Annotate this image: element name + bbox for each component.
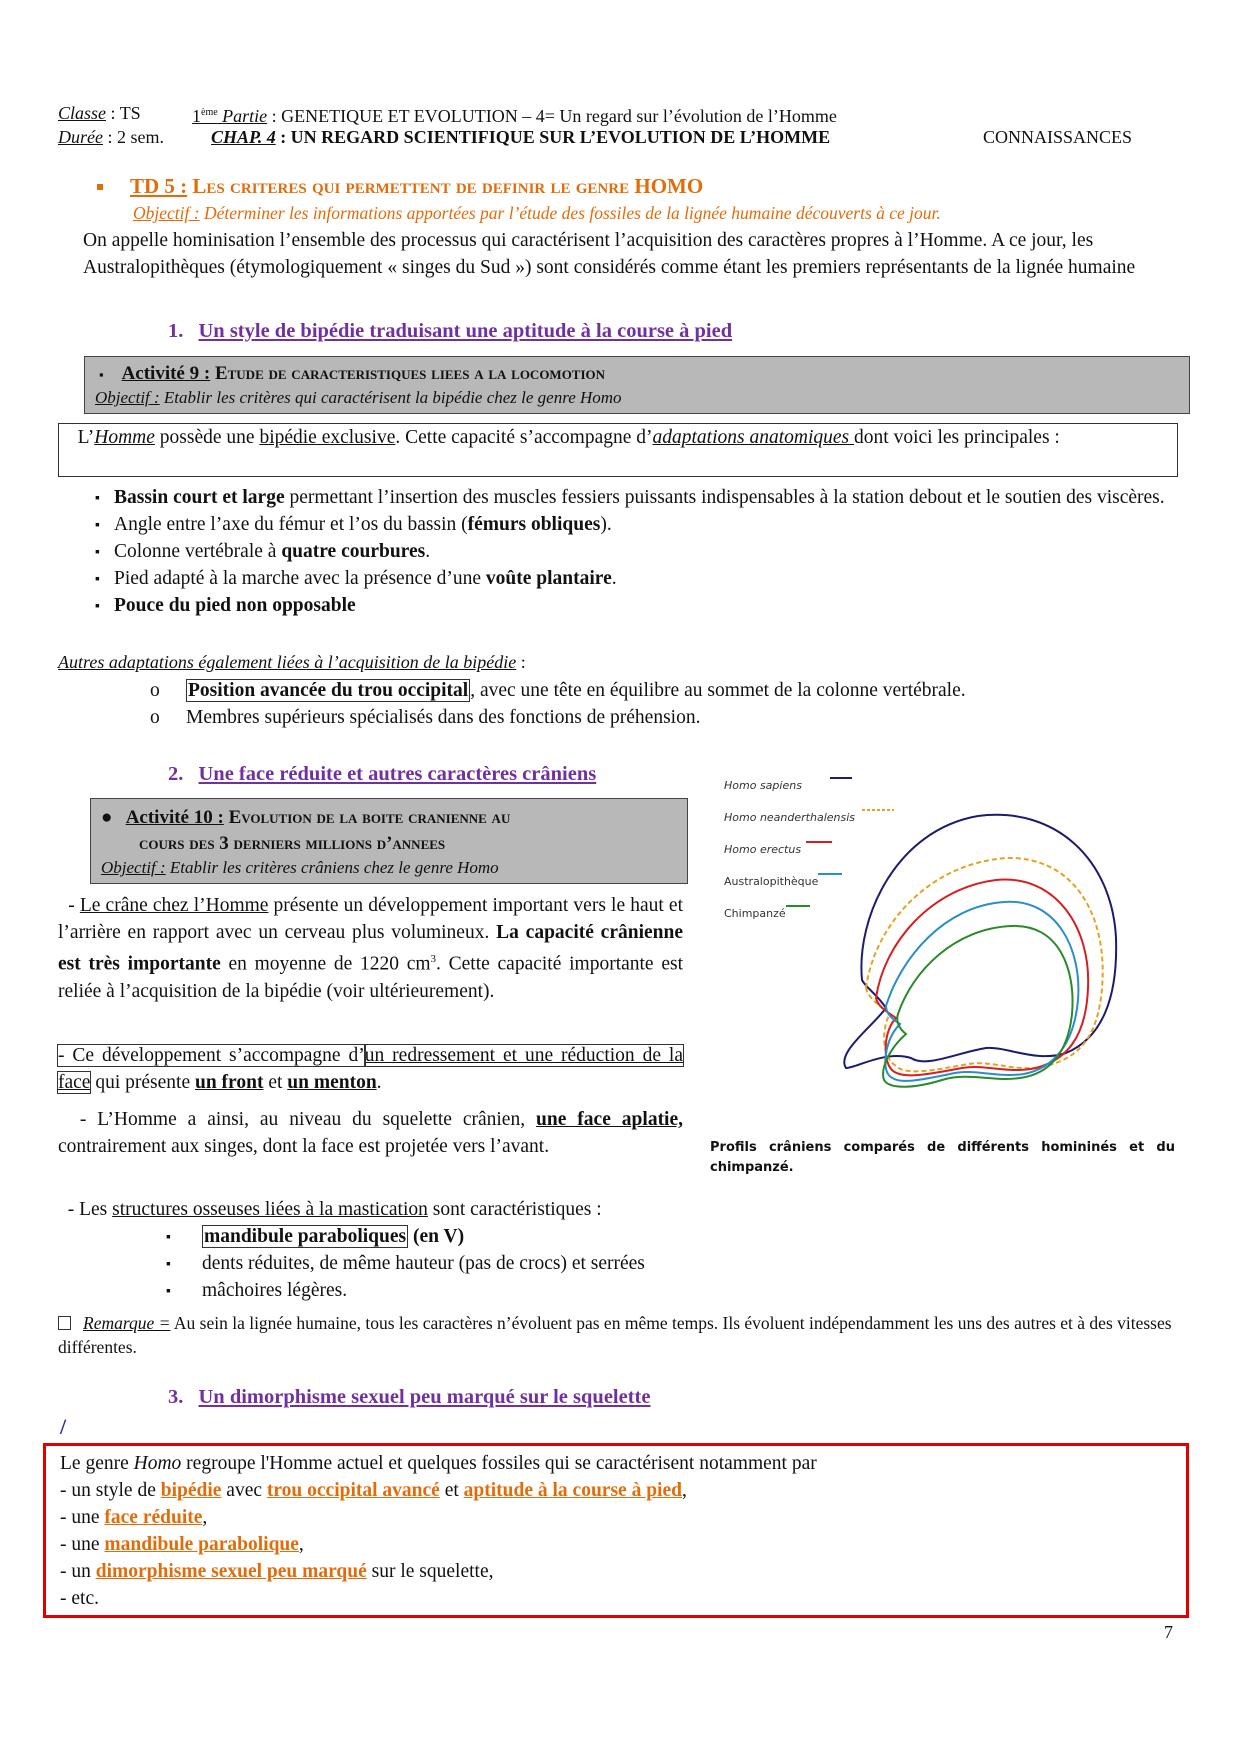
list-item: o Position avancée du trou occipital , avec une tête en équilibre au sommet de la colonne vertébrale. — [150, 680, 966, 701]
other-adaptations-label: Autres adaptations également liées à l’acquisition de la bipédie : — [58, 652, 526, 672]
skull-profiles-svg — [706, 768, 1178, 1148]
adaptations-list — [95, 484, 1185, 619]
other-adaptations-list — [150, 677, 1190, 731]
face-paragraph: - Ce développement s’accompagne d’un redressement et une réduction de la face qui présente un front et un menton. — [58, 1045, 683, 1093]
mastication-list — [166, 1223, 766, 1304]
activity9-title: ▪ Activité 9 : Etude de caracteristiques liees a la locomotion — [99, 363, 606, 384]
profile-australopithecus — [885, 902, 1078, 1081]
remarque: Remarque = Au sein la lignée humaine, tous les caractères n’évoluent pas en même temps. Ils évoluent indépendamment les uns des autres et à des vitesses différentes. — [58, 1313, 1172, 1357]
activity10-objectif: Objectif : Etablir les critères crâniens chez le genre Homo — [101, 858, 499, 877]
summary-box — [43, 1443, 1189, 1618]
list-item: ▪ dents réduites, de même hauteur (pas de crocs) et serrées — [166, 1253, 645, 1274]
list-item: ▪ mâchoires légères. — [166, 1280, 348, 1301]
summary-text — [60, 1450, 817, 1612]
legend-item: Homo erectus — [724, 843, 802, 856]
duree-label: Durée — [58, 127, 103, 147]
cranial-figure — [706, 768, 1178, 1188]
td-bullet — [95, 180, 109, 194]
summary-line: - une mandibule parabolique, — [60, 1534, 304, 1555]
section1-heading: 1. Un style de bipédie traduisant une aptitude à la course à pied — [168, 320, 733, 342]
page-number: 7 — [1164, 1622, 1173, 1642]
legend-item: Australopithèque — [724, 875, 819, 888]
legend-item: Chimpanzé — [724, 907, 786, 920]
header-line-1 — [58, 101, 1218, 125]
section2-heading: 2. Une face réduite et autres caractères crâniens — [168, 763, 597, 785]
activity10-title: ● Activité 10 : Evolution de la boite cranienne au cours des 3 derniers millions d’annees — [101, 807, 511, 854]
profile-homo-sapiens — [844, 815, 1116, 1068]
duree-value: : 2 sem. — [102, 127, 164, 147]
activity9-objectif: Objectif : Etablir les critères qui caractérisent la bipédie chez le genre Homo — [95, 388, 622, 407]
header-line-2 — [58, 125, 1218, 149]
list-item: ▪ mandibule paraboliques (en V) — [166, 1226, 465, 1247]
summary-line: - une face réduite, — [60, 1507, 208, 1528]
slash-mark: / — [60, 1414, 67, 1439]
classe-label: Classe — [58, 103, 107, 123]
list-item: ▪ Pouce du pied non opposable — [95, 595, 356, 616]
connaissances-tag: CONNAISSANCES — [983, 127, 1133, 147]
list-item: ▪ Angle entre l’axe du fémur et l’os du bassin (fémurs obliques). — [95, 514, 612, 535]
legend-item: Homo sapiens — [724, 779, 802, 792]
summary-line: - un dimorphisme sexuel peu marqué sur le squelette, — [60, 1561, 494, 1582]
checkbox-icon — [58, 1316, 71, 1330]
activity9-box — [84, 356, 1190, 414]
summary-line: - un style de bipédie avec trou occipital avancé et aptitude à la course à pied, — [60, 1480, 687, 1501]
crane-paragraph: - Le crâne chez l’Homme présente un développement important vers le haut et l’arrière en rapport avec un cerveau plus volumineux. La capacité crânienne est très importante en moyenne de 1220 $cm^3$. Cette capacité importante est reliée à l’acquisition de la bipédie (voir ultérieurement). — [58, 895, 683, 1002]
summary-line: - etc. — [60, 1588, 99, 1609]
mastication-paragraph: - Les structures osseuses liées à la mastication sont caractéristiques : — [67, 1199, 602, 1220]
section3-heading: 3. Un dimorphisme sexuel peu marqué sur le squelette — [168, 1386, 651, 1408]
partie: 1ème Partie : GENETIQUE ET EVOLUTION – 4= Un regard sur l’évolution de l’Homme — [192, 106, 837, 126]
td-title: TD 5 : Les criteres qui permettent de definir le genre HOMO — [130, 174, 704, 198]
bipedie-box: L’Homme possède une bipédie exclusive. Cette capacité s’accompagne d’adaptations anatomiques dont voici les principales : — [58, 423, 1178, 477]
aplatie-paragraph: - L’Homme a ainsi, au niveau du squelette crânien, une face aplatie, contrairement aux singes, dont la face est projetée vers l’avant. — [58, 1109, 684, 1157]
list-item: o Membres supérieurs spécialisés dans des fonctions de préhension. — [150, 707, 701, 728]
summary-line: Le genre Homo regroupe l'Homme actuel et quelques fossiles qui se caractérisent notamment par — [60, 1453, 817, 1474]
activity10-box — [90, 798, 688, 884]
figure-caption: Profils crâniens comparés de différents homininés et du chimpanzé. — [710, 1140, 1175, 1175]
list-item: ▪ Bassin court et large permettant l’insertion des muscles fessiers puissants indispensables à la station debout et le soutien des viscères. — [95, 487, 1165, 508]
list-item: ▪ Pied adapté à la marche avec la présence d’une voûte plantaire. — [95, 568, 617, 589]
chap-title: CHAP. 4 : UN REGARD SCIENTIFIQUE SUR L’EVOLUTION DE L’HOMME — [211, 127, 831, 147]
td-intro: On appelle hominisation l’ensemble des processus qui caractérisent l’acquisition des caractères propres à l’Homme. A ce jour, les Australopithèques (étymologiquement « singes du Sud ») sont considérés comme étant les premiers représentants de la lignée humaine — [83, 230, 1136, 278]
list-item: ▪ Colonne vertébrale à quatre courbures. — [95, 541, 431, 562]
profile-homo-erectus — [876, 880, 1088, 1076]
td-objectif: Objectif : Déterminer les informations apportées par l’étude des fossiles de la lignée humaine découverts à ce jour. — [133, 203, 941, 223]
legend-item: Homo neanderthalensis — [724, 811, 856, 824]
classe-value: : TS — [106, 103, 141, 123]
